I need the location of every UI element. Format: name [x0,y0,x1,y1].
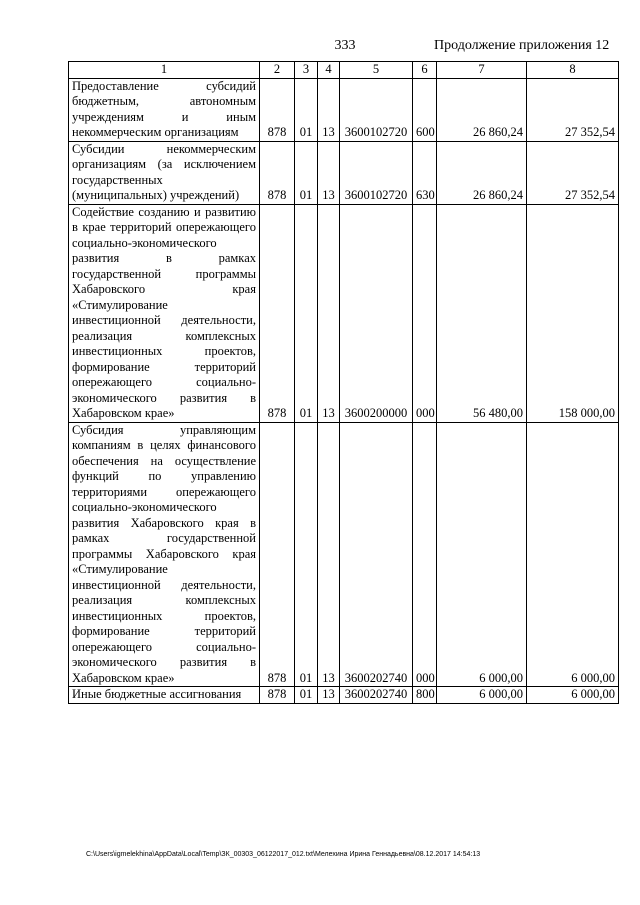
target-article-code: 3600102720 [340,141,413,204]
amount-col8: 6 000,00 [527,422,619,687]
item-name: Содействие созданию и развитию в крае территорий опережающего социально-экономического развития в рамках государственной программы Хабаровского края «Стимулирование инвестиционной деятельности, реализация комплексных инвестиционных проектов, формирование территорий опережающего социально-экономического развития в Хабаровском крае» [69,204,260,422]
expense-type-code: 000 [413,204,437,422]
column-header: 5 [340,62,413,79]
column-header: 8 [527,62,619,79]
amount-col7: 26 860,24 [437,141,527,204]
subsection-code: 13 [318,204,340,422]
column-header: 6 [413,62,437,79]
section-code: 01 [295,78,318,141]
ministry-code: 878 [260,204,295,422]
table-row [69,422,619,687]
column-header: 1 [69,62,260,79]
subsection-code: 13 [318,141,340,204]
amount-col8: 27 352,54 [527,141,619,204]
target-article-code: 3600202740 [340,687,413,704]
amount-col7: 56 480,00 [437,204,527,422]
appendix-note: Продолжение приложения 12 [434,38,610,53]
budget-table [68,61,619,704]
section-code: 01 [295,141,318,204]
ministry-code: 878 [260,422,295,687]
section-code: 01 [295,204,318,422]
footer-file-path: C:\Users\igmelekhina\AppData\Local\Temp\ЗК_00303_06122017_012.txt\Мелехина Ирина Геннадьевна\08.12.2017 14:54:13 [86,851,481,858]
amount-col7: 26 860,24 [437,78,527,141]
table-row [69,204,619,422]
target-article-code: 3600102720 [340,78,413,141]
expense-type-code: 630 [413,141,437,204]
ministry-code: 878 [260,687,295,704]
page-number: 333 [334,38,356,53]
target-article-code: 3600202740 [340,422,413,687]
target-article-code: 3600200000 [340,204,413,422]
expense-type-code: 000 [413,422,437,687]
amount-col7: 6 000,00 [437,687,527,704]
amount-col7: 6 000,00 [437,422,527,687]
item-name: Субсидии некоммерческим организациям (за исключением государственных (муниципальных) учреждений) [69,141,260,204]
expense-type-code: 800 [413,687,437,704]
expense-type-code: 600 [413,78,437,141]
table-header-row [69,62,619,79]
table-row [69,687,619,704]
table-row [69,141,619,204]
subsection-code: 13 [318,422,340,687]
item-name: Иные бюджетные ассигнования [69,687,260,704]
amount-col8: 6 000,00 [527,687,619,704]
item-name: Предоставление субсидий бюджетным, автономным учреждениям и иным некоммерческим организациям [69,78,260,141]
ministry-code: 878 [260,78,295,141]
amount-col8: 27 352,54 [527,78,619,141]
ministry-code: 878 [260,141,295,204]
column-header: 7 [437,62,527,79]
item-name: Субсидия управляющим компаниям в целях финансового обеспечения на осуществление функций по управлению территориями опережающего социально-экономического развития Хабаровского края в рамках государственной программы Хабаровского края «Стимулирование инвестиционной деятельности, реализация комплексных инвестиционных проектов, формирование территорий опережающего социально-экономического развития в Хабаровском крае» [69,422,260,687]
section-code: 01 [295,422,318,687]
subsection-code: 13 [318,687,340,704]
section-code: 01 [295,687,318,704]
amount-col8: 158 000,00 [527,204,619,422]
table-row [69,78,619,141]
column-header: 2 [260,62,295,79]
column-header: 4 [318,62,340,79]
subsection-code: 13 [318,78,340,141]
column-header: 3 [295,62,318,79]
